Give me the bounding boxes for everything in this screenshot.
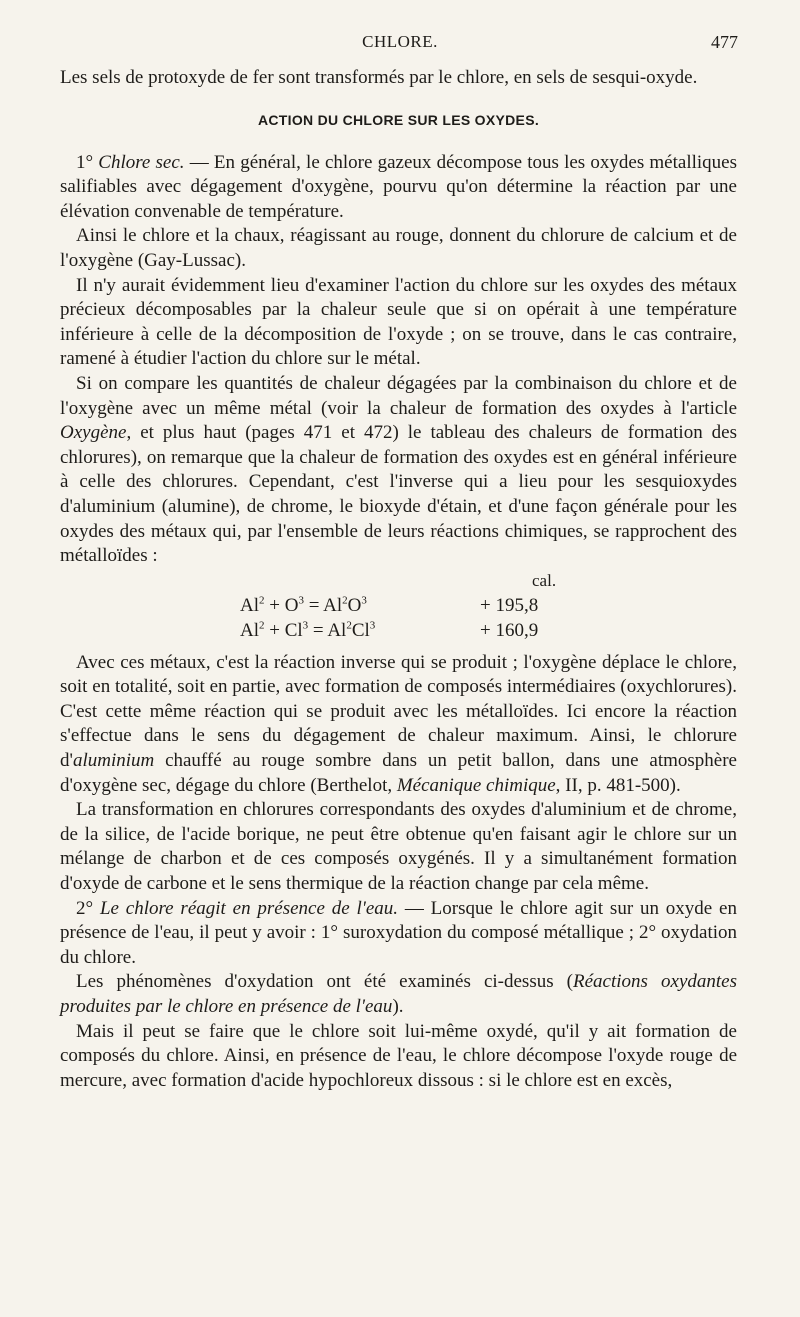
paragraph-reaction-inverse <box>60 651 737 799</box>
equation-value: + 195,8 <box>480 594 539 616</box>
equation-formula <box>240 595 367 617</box>
formula-part: O <box>347 594 362 616</box>
formula-part: Al <box>240 594 259 616</box>
paragraph-chlore-sec <box>60 151 737 225</box>
paragraph-text: Les phénomènes d'oxydation ont été examinés ci-dessus ( <box>76 971 574 993</box>
paragraph-transformation: La transformation en chlorures correspondants des oxydes d'aluminium et de chrome, de la silice, de l'acide borique, ne peut être obtenue qu'en faisant agir le chlore sur un mélange de charbon et de ces composés oxygénés. Il y a simultanément formation d'oxyde de carbone et le sens thermique de la réaction change par cela même. <box>60 799 737 895</box>
formula-sup: 3 <box>298 594 304 607</box>
paragraph-text: ). <box>392 996 404 1017</box>
paragraph-text: — Lorsque le chlore agit sur un oxyde en présence de l'eau, il peut y avoir : 1° suroxydation du composé métallique ; 2° oxydation du chlore. <box>60 897 737 968</box>
subheading-chlore-sec: Chlore sec. <box>98 151 185 173</box>
formula-sup: 2 <box>342 594 348 607</box>
paragraph-metaux-precieux: Il n'y aurait évidemment lieu d'examiner l'action du chlore sur les oxydes des métaux précieux décomposables par la chaleur seule que si on opérait à une température inférieure à celle de la décomposition de l'oxyde ; on se trouve, dans le cas contraire, ramené à étudier l'action du chlore sur le métal. <box>60 274 737 370</box>
running-head <box>60 32 740 58</box>
section-heading: ACTION DU CHLORE SUR LES OXYDES. <box>257 111 540 128</box>
formula-sup: 2 <box>259 594 265 607</box>
formula-part: Al <box>240 619 259 641</box>
paragraph-text: , II, p. 481-500). <box>555 774 681 796</box>
paragraph-text: — En général, le chlore gazeux décompose tous les oxydes métalliques salifiables avec dégagement d'oxygène, pourvu qu'on détermine la réaction par une élévation convenable de température. <box>60 151 737 222</box>
running-title: CHLORE. <box>362 32 438 51</box>
formula-part: = Al <box>308 619 347 641</box>
paragraph-text: chauffé au rouge sombre dans un petit ballon, dans une atmosphère d'oxygène sec, dégage du chlore (Berthelot, <box>60 750 737 796</box>
formula-sup: 2 <box>259 619 265 632</box>
formula-sup: 2 <box>346 619 352 632</box>
formula-sup: 3 <box>361 594 367 607</box>
item-number: 2° <box>76 897 100 919</box>
italic-reactions-oxydantes: Réactions oxydantes produites par le chlore en présence de l'eau <box>60 971 737 1017</box>
equation-unit: cal. <box>532 570 557 590</box>
page-number: 477 <box>711 32 738 52</box>
paragraph-text: Si on compare les quantités de chaleur dégagées par la combinaison du chlore et de l'oxygène avec un même métal (voir la chaleur de formation des oxydes à l'article <box>60 372 737 419</box>
italic-oxygene: Oxygène <box>60 422 127 444</box>
formula-part: Cl <box>351 619 370 641</box>
paragraph-comparaison <box>60 372 737 569</box>
paragraph-chaux: Ainsi le chlore et la chaux, réagissant au rouge, donnent du chlorure de calcium et de l'oxygène (Gay-Lussac). <box>60 225 737 271</box>
formula-sup: 3 <box>369 619 376 632</box>
formula-sup: 3 <box>302 619 309 632</box>
formula-part: = Al <box>303 594 343 616</box>
paragraph-oxyde-mercure: Mais il peut se faire que le chlore soit lui-même oxydé, qu'il y ait formation de composés du chlore. Ainsi, en présence de l'eau, le chlore décompose l'oxyde rouge de mercure, avec formation d'acide hypochloreux dissous : si le chlore est en excès, <box>60 1020 737 1091</box>
paragraph-text: , et plus haut (pages 471 et 472) le tableau des chaleurs de formation des chlorures), on remarque que la chaleur de formation des oxydes est en général inférieure à celle des chlorures. Cependant, c'est l'inverse qui a lieu pour les sesquioxydes d'aluminium (alumine), de chrome, le bioxyde d'étain, et d'une façon générale pour les oxydes des métaux qui, par l'ensemble de leurs réactions chimiques, se rapprochent des métalloïdes : <box>60 422 737 567</box>
paragraph-sesquioxyde: Les sels de protoxyde de fer sont transformés par le chlore, en sels de sesqui-oxyde. <box>60 67 698 88</box>
italic-aluminium: aluminium <box>72 750 155 772</box>
equation-formula <box>240 620 375 642</box>
equation-value: + 160,9 <box>480 619 539 641</box>
subheading-presence-eau: Le chlore réagit en présence de l'eau. <box>99 897 399 919</box>
equation-row <box>60 620 737 644</box>
paragraph-phenomenes <box>60 970 737 1019</box>
equation-row <box>60 595 737 619</box>
paragraph-presence-eau <box>60 897 737 971</box>
italic-mecanique-chimique: Mécanique chimique <box>396 774 556 796</box>
item-number: 1° <box>76 151 99 173</box>
body-text <box>60 66 737 1093</box>
formula-part: + Cl <box>264 619 303 641</box>
equations-block <box>60 571 737 647</box>
formula-part: + O <box>264 594 299 616</box>
paragraph-text: Avec ces métaux, c'est la réaction inverse qui se produit ; l'oxygène déplace le chlore, soit en totalité, soit en partie, avec formation de composés intermédiaires (oxychlorures). C'est cette même réaction qui se produit avec les métalloïdes. Ici encore la réaction s'effectue dans le sens du dégagement de chaleur maximum. Ainsi, le chlorure d' <box>60 651 737 772</box>
